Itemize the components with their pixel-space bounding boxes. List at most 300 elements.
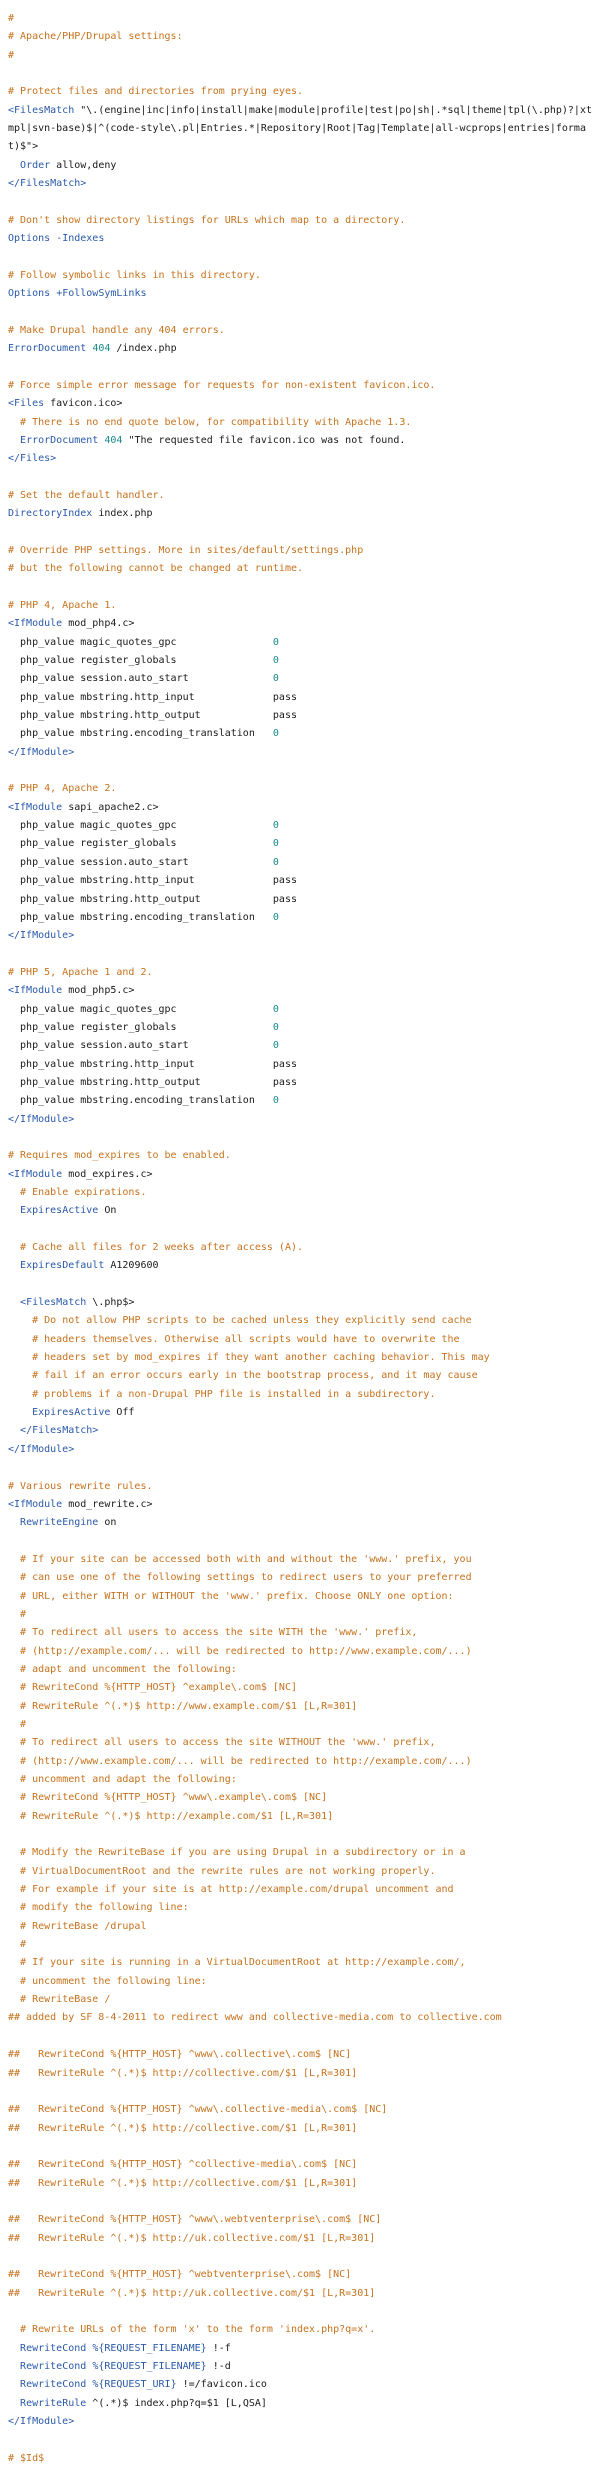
code-line [8,1789,592,1807]
code-text: php_value register_globals [8,838,273,850]
code-keyword: </IfModule> [8,2416,75,2428]
code-text [8,1682,20,1693]
code-comment: # modify the following line: [20,1902,189,1914]
code-text [8,1664,20,1675]
code-line [8,615,592,633]
code-text: sapi_apache2.c> [62,801,159,813]
code-line [8,1661,592,1679]
code-line [8,835,592,853]
code-comment: # Make Drupal handle any 404 errors. [8,324,225,336]
code-keyword: RewriteCond [20,2379,87,2391]
code-line [8,469,592,487]
code-text: php_value mbstring.encoding_translation [8,728,273,740]
code-line [8,1056,592,1074]
code-line [8,157,592,175]
code-line [8,1239,592,1257]
code-line [8,1404,592,1422]
code-line [8,2285,592,2303]
code-comment: # There is no end quote below, for compatibility with Apache 1.3. [20,416,412,428]
code-text [8,1847,20,1858]
code-line [8,1863,592,1881]
code-line [8,689,592,707]
code-line [8,2211,592,2229]
code-text: index.php [92,508,153,520]
code-text [8,1517,20,1528]
code-comment: # RewriteBase /drupal [20,1920,147,1932]
code-comment: ## RewriteCond %{HTTP_HOST} ^www\.webtventerprise\.com$ [NC] [8,2214,382,2226]
code-keyword: +FollowSymLinks [56,288,147,300]
code-line [8,634,592,652]
code-text [8,1719,20,1730]
code-text [8,1609,20,1620]
code-text [8,1957,20,1968]
code-line [8,1973,592,1991]
code-text: mod_php5.c> [62,985,135,997]
code-line [8,1808,592,1826]
code-comment: # [20,1939,27,1951]
code-text: php_value session.auto_start [8,1040,273,1052]
code-line [8,707,592,725]
code-comment: # Apache/PHP/Drupal settings: [8,31,183,43]
code-text [8,1407,32,1418]
code-line [8,1679,592,1697]
code-comment: # adapt and uncomment the following: [20,1663,237,1675]
code-line [8,1734,592,1752]
code-line [8,1826,592,1844]
code-text [8,1242,20,1253]
code-keyword: </IfModule> [8,746,75,758]
code-line [8,359,592,377]
code-line [8,2431,592,2449]
code-keyword: <FilesMatch [8,104,75,116]
code-line [8,1478,592,1496]
code-comment: # PHP 5, Apache 1 and 2. [8,966,153,978]
code-line [8,1643,592,1661]
code-comment: ## RewriteCond %{HTTP_HOST} ^collective-media\.com$ [NC] [8,2159,358,2171]
code-line [8,744,592,762]
code-comment: # Do not allow PHP scripts to be cached unless they explicitly send cache [32,1315,472,1327]
code-line [8,377,592,395]
code-line [8,1936,592,1954]
code-keyword: </IfModule> [8,930,75,942]
code-comment: # headers themselves. Otherwise all scripts would have to overwrite the [32,1333,460,1345]
code-text [8,160,20,171]
code-text: php_value mbstring.http_output pass [8,710,297,722]
code-line [8,1184,592,1202]
code-number: 0 [272,673,279,685]
code-text: \.php$> [86,1297,135,1309]
code-text: php_value mbstring.http_input pass [8,1058,297,1070]
code-line [8,47,592,65]
code-text: ^(.*)$ index.php?q=$1 [L,QSA] [86,2397,267,2409]
code-comment: ## RewriteRule ^(.*)$ http://collective.com/$1 [L,R=301] [8,2122,358,2134]
code-text [8,1315,32,1326]
code-text: mod_expires.c> [62,1168,153,1180]
code-line [8,1569,592,1587]
code-text [8,1591,20,1602]
code-line [8,1037,592,1055]
code-line [8,1514,592,1532]
code-line [8,1092,592,1110]
code-text: php_value mbstring.http_output pass [8,893,297,905]
code-text: /index.php [110,343,177,355]
code-keyword: Order [20,159,51,171]
code-keyword: <IfModule [8,1168,63,1180]
code-text: Off [110,1407,135,1419]
code-text [8,1701,20,1712]
code-text [8,1627,20,1638]
code-text [8,1187,20,1198]
code-keyword: <IfModule [8,985,63,997]
code-line [8,872,592,890]
code-comment: # Cache all files for 2 weeks after access (A). [20,1242,304,1254]
code-line [8,1533,592,1551]
code-line [8,854,592,872]
code-line [8,2248,592,2266]
code-line [8,414,592,432]
code-line [8,2175,592,2193]
code-text [8,1352,32,1363]
code-keyword: </Files> [8,453,57,465]
code-line [8,2065,592,2083]
code-line [8,2321,592,2339]
code-line [8,2009,592,2027]
code-line [8,1001,592,1019]
code-comment: # fail if an error occurs early in the bootstrap process, and it may cause [32,1370,478,1382]
code-line [8,1753,592,1771]
code-line [8,1881,592,1899]
code-line [8,1551,592,1569]
code-number: 0 [272,636,279,648]
code-text: php_value mbstring.encoding_translation [8,1095,273,1107]
code-text: php_value magic_quotes_gpc [8,820,273,832]
code-line [8,725,592,743]
code-comment: # [20,1608,27,1620]
code-line [8,1276,592,1294]
code-keyword: </IfModule> [8,1443,75,1455]
code-text [8,1737,20,1748]
code-line [8,10,592,28]
code-line [8,322,592,340]
code-comment: # $Id$ [8,2452,45,2464]
code-comment: # PHP 4, Apache 1. [8,600,117,611]
code-keyword: ExpiresActive [20,1205,99,1217]
code-text [8,1866,20,1877]
code-comment: # RewriteRule ^(.*)$ http://example.com/$1 [L,R=301] [20,1810,334,1822]
code-comment: # URL, either WITH or WITHOUT the 'www.' prefix. Choose ONLY one option: [20,1590,454,1602]
code-number: 0 [272,820,279,832]
code-comment: # Requires mod_expires to be enabled. [8,1150,231,1162]
code-comment: # Various rewrite rules. [8,1480,153,1492]
code-number: 0 [272,856,279,868]
code-line [8,1367,592,1385]
code-text: php_value session.auto_start [8,856,273,868]
code-line [8,1698,592,1716]
code-number: 0 [272,1095,279,1107]
code-text [8,1205,20,1216]
code-line [8,193,592,211]
code-line [8,2138,592,2156]
code-text: php_value mbstring.encoding_translation [8,911,273,923]
code-line [8,2358,592,2376]
code-comment: ## RewriteCond %{HTTP_HOST} ^www\.collective-media\.com$ [NC] [8,2104,388,2116]
code-line [8,799,592,817]
code-line [8,28,592,46]
code-text [8,1554,20,1565]
code-comment: # Force simple error message for requests for non-existent favicon.ico. [8,379,436,391]
code-line [8,1257,592,1275]
code-line [8,1716,592,1734]
code-line [8,579,592,597]
code-line [8,2083,592,2101]
code-text: !=/favicon.ico [176,2379,267,2391]
code-text: !-f [206,2342,231,2354]
code-line [8,670,592,688]
code-line [8,652,592,670]
code-line [8,2413,592,2431]
code-comment: # [20,1718,27,1730]
code-line [8,909,592,927]
code-keyword: RewriteCond [20,2361,87,2372]
code-keyword: RewriteRule [20,2397,87,2409]
code-keyword: ExpiresDefault [20,1260,105,1272]
code-line [8,1349,592,1367]
code-line [8,1221,592,1239]
code-line [8,395,592,413]
code-comment: # Protect files and directories from prying eyes. [8,86,304,98]
code-line [8,524,592,542]
code-line [8,1147,592,1165]
code-keyword: <IfModule [8,618,63,630]
code-text: php_value mbstring.http_output pass [8,1076,297,1088]
code-line [8,1459,592,1477]
code-line [8,65,592,83]
code-keyword: Options [8,233,51,245]
code-line [8,1129,592,1147]
code-text: mod_rewrite.c> [62,1498,153,1510]
code-line [8,1991,592,2009]
code-text: php_value mbstring.http_input pass [8,875,297,887]
code-line [8,2395,592,2413]
code-comment: # Override PHP settings. More in sites/default/settings.php [8,544,364,556]
code-line [8,1954,592,1972]
code-line [8,2450,592,2468]
code-keyword: ErrorDocument [8,343,87,355]
code-text: A1209600 [104,1260,159,1272]
code-comment: # problems if a non-Drupal PHP file is installed in a subdirectory. [32,1388,436,1400]
code-comment: # uncomment and adapt the following: [20,1774,237,1785]
code-keyword: ExpiresActive [32,1407,111,1419]
code-text [8,1756,20,1767]
code-line [8,597,592,615]
code-line [8,340,592,358]
code-line [8,1331,592,1349]
code-comment: # To redirect all users to access the site WITH the 'www.' prefix, [20,1627,418,1639]
code-number: 0 [272,1040,279,1052]
code-text [8,1646,20,1657]
code-text: favicon.ico> [44,398,123,410]
code-line [8,2376,592,2394]
code-line [8,230,592,248]
code-comment: ## RewriteRule ^(.*)$ http://collective.com/$1 [L,R=301] [8,2067,358,2079]
code-line [8,1606,592,1624]
code-text: "\.(engine|inc|info|install|make|module|profile|test|po|sh|.*sql|theme|tpl(\.php)?|xtmpl|svn-base)$|^(code-style\.pl|Entries.*|Repository|Root|Tag|Template|all-wcprops|entries|format)$"> [8,104,592,153]
code-number: 0 [272,911,279,923]
code-text [8,1260,20,1271]
code-line [8,267,592,285]
code-line [8,780,592,798]
code-text [8,1370,32,1381]
code-line [8,304,592,322]
code-comment: # For example if your site is at http://example.com/drupal uncomment and [20,1884,454,1896]
code-line [8,1899,592,1917]
code-keyword: RewriteEngine [20,1517,99,1529]
code-line [8,450,592,468]
code-line [8,2303,592,2321]
code-line [8,285,592,303]
code-line [8,2230,592,2248]
code-text [8,1792,20,1803]
code-keyword: <IfModule [8,1498,63,1510]
code-comment: # To redirect all users to access the site WITHOUT the 'www.' prefix, [20,1737,436,1749]
code-keyword: %{REQUEST_URI} [92,2379,177,2391]
code-keyword: %{REQUEST_FILENAME} [92,2342,207,2354]
code-keyword: %{REQUEST_FILENAME} [92,2361,207,2372]
code-comment: ## RewriteRule ^(.*)$ http://uk.collective.com/$1 [L,R=301] [8,2232,376,2244]
code-line [8,487,592,505]
code-keyword: RewriteCond [20,2342,87,2354]
code-text: php_value session.auto_start [8,673,273,685]
code-line [8,1312,592,1330]
code-comment: # Modify the RewriteBase if you are using Drupal in a subdirectory or in a [20,1847,466,1859]
code-line [8,946,592,964]
code-comment: ## RewriteCond %{HTTP_HOST} ^www\.collective\.com$ [NC] [8,2049,352,2061]
code-line [8,248,592,266]
code-comment: # headers set by mod_expires if they want another caching behavior. This may [32,1352,490,1364]
code-line [8,1441,592,1459]
code-comment: # uncomment the following line: [20,1975,207,1987]
code-line [8,1422,592,1440]
code-text [8,1884,20,1895]
code-text [8,417,20,428]
code-text: mod_php4.c> [62,618,135,630]
code-line [8,982,592,1000]
code-keyword: ErrorDocument [20,434,99,446]
code-comment: # [8,49,15,61]
code-text: "The requested file favicon.ico was not found. [122,434,406,446]
code-line [8,1202,592,1220]
code-comment: # VirtualDocumentRoot and the rewrite rules are not working properly. [20,1865,436,1877]
code-text [8,2398,20,2409]
code-keyword: <IfModule [8,801,63,813]
code-comment: # (http://example.com/... will be redirected to http://www.example.com/...) [20,1645,472,1657]
code-comment: ## RewriteCond %{HTTP_HOST} ^webtventerprise\.com$ [NC] [8,2269,352,2281]
code-text [8,1902,20,1913]
code-text [8,1572,20,1583]
code-text: php_value magic_quotes_gpc [8,636,273,648]
code-line [8,891,592,909]
code-line [8,2193,592,2211]
code-comment: # If your site can be accessed both with and without the 'www.' prefix, you [20,1553,472,1565]
code-line [8,1111,592,1129]
code-number: 404 [104,434,123,446]
code-text [8,1921,20,1932]
code-comment: # Don't show directory listings for URLs which map to a directory. [8,214,406,226]
code-text [8,435,20,446]
code-line [8,83,592,101]
code-comment: # (http://www.example.com/... will be redirected to http://example.com/...) [20,1755,472,1767]
code-number: 0 [272,838,279,850]
code-text [8,1389,32,1400]
code-text: allow,deny [50,159,117,171]
code-line [8,1074,592,1092]
code-comment: # RewriteBase / [20,1994,111,2006]
code-number: 404 [92,343,111,355]
code-keyword: <Files [8,398,45,410]
code-comment: # Set the default handler. [8,489,165,501]
code-text: On [98,1205,117,1217]
code-line [8,1019,592,1037]
code-text [8,1297,20,1308]
code-line [8,762,592,780]
code-line [8,964,592,982]
code-text [8,2343,20,2354]
code-line [8,212,592,230]
code-comment: # RewriteCond %{HTTP_HOST} ^example\.com$ [NC] [20,1682,297,1694]
code-line [8,1844,592,1862]
code-text [8,1976,20,1987]
code-text [8,2324,20,2335]
code-line [8,560,592,578]
code-comment: # RewriteCond %{HTTP_HOST} ^www\.example\.com$ [NC] [20,1792,328,1804]
code-number: 0 [272,1003,279,1015]
code-text: php_value register_globals [8,655,273,667]
code-line [8,1918,592,1936]
code-comment: # [8,13,15,24]
code-text: php_value mbstring.http_input pass [8,691,297,703]
code-line [8,2340,592,2358]
code-comment: ## added by SF 8-4-2011 to redirect www and collective-media.com to collective.com [8,2012,502,2024]
code-keyword: Options [8,288,51,300]
code-text [8,1939,20,1950]
code-line [8,1588,592,1606]
code-number: 0 [272,728,279,740]
code-line [8,2156,592,2174]
code-comment: # but the following cannot be changed at runtime. [8,563,304,575]
code-line [8,2046,592,2064]
code-comment: # Enable expirations. [20,1187,147,1198]
code-comment: # If your site is running in a VirtualDocumentRoot at http://example.com/, [20,1957,466,1969]
code-comment: # can use one of the following settings to redirect users to your preferred [20,1572,472,1584]
code-line [8,1386,592,1404]
code-text [8,2361,20,2372]
code-number: 0 [272,1021,279,1033]
code-comment: # Rewrite URLs of the form 'x' to the form 'index.php?q=x'. [20,2324,376,2336]
code-line [8,542,592,560]
code-keyword: </FilesMatch> [8,178,87,190]
code-text [8,1811,20,1822]
code-comment: ## RewriteRule ^(.*)$ http://uk.collective.com/$1 [L,R=301] [8,2287,376,2299]
code-text [8,1334,32,1345]
code-line [8,1496,592,1514]
code-text: php_value register_globals [8,1021,273,1033]
code-line [8,1166,592,1184]
code-line [8,2120,592,2138]
code-line [8,432,592,450]
code-comment: # RewriteRule ^(.*)$ http://www.example.com/$1 [L,R=301] [20,1700,358,1712]
code-line [8,1294,592,1312]
code-line [8,927,592,945]
